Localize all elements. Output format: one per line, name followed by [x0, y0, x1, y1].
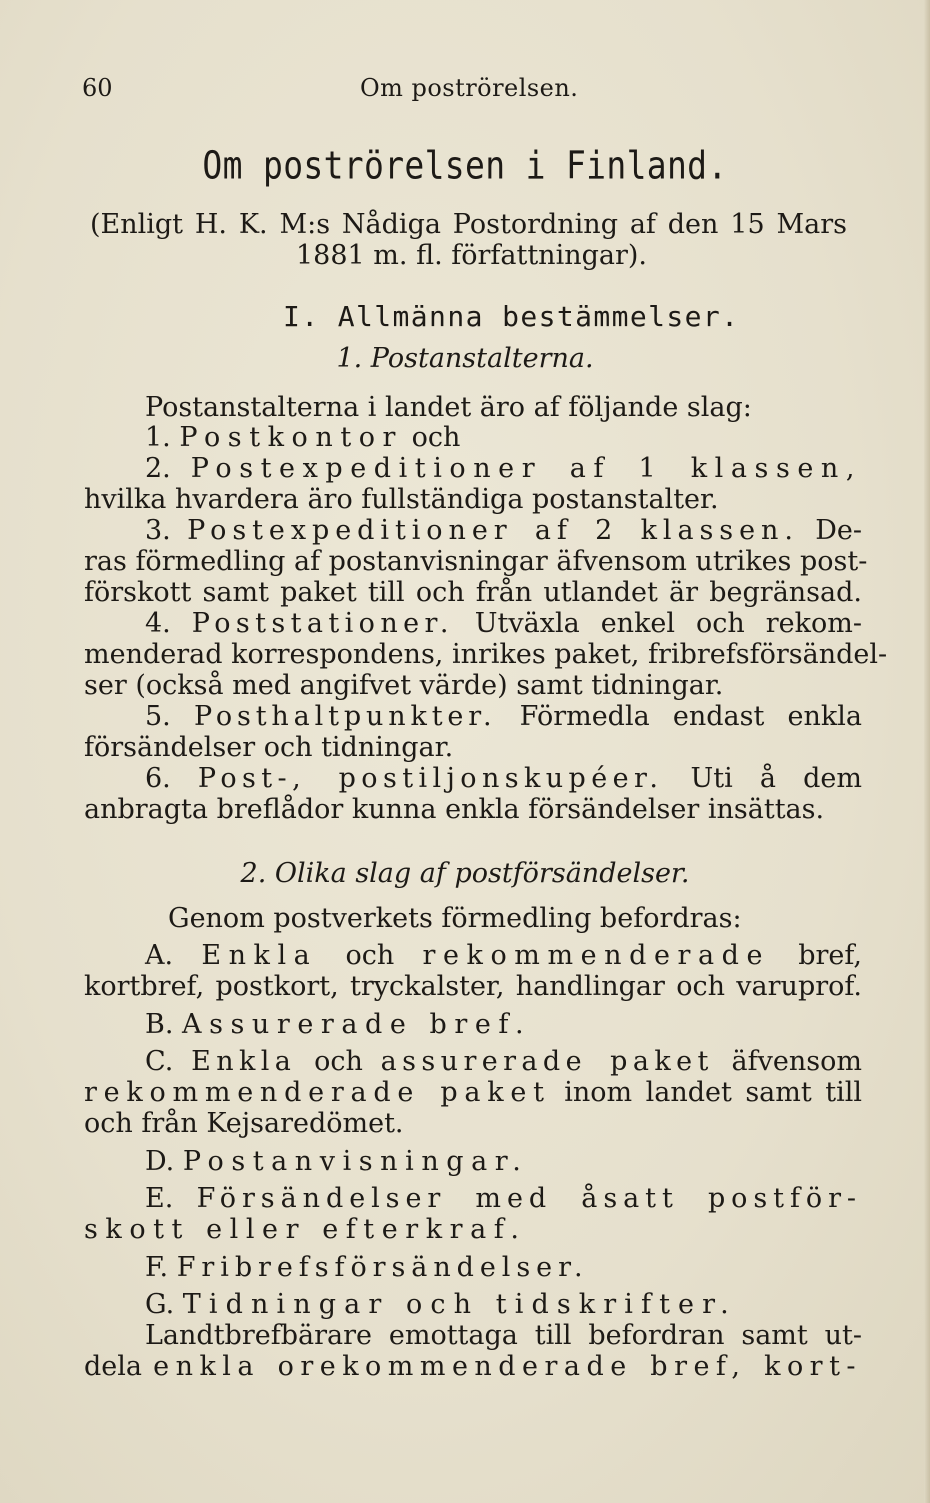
item-text: Utväxla enkel och rekom- — [453, 608, 862, 639]
item-letter: E. — [145, 1183, 174, 1214]
item-term: Enkla — [201, 940, 318, 971]
subsection-1-heading: 1. Postanstalterna. — [336, 343, 594, 374]
subsection-2-heading: 2. Olika slag af postförsändelser. — [240, 858, 690, 889]
list-item — [145, 1046, 862, 1078]
item-term: Poststationer. — [191, 608, 454, 639]
running-title: Om poströrelsen. — [360, 74, 579, 102]
list-item — [145, 422, 862, 454]
item-letter: F. — [145, 1252, 169, 1283]
item-letter: C. — [145, 1046, 174, 1077]
item-number: 5. — [145, 701, 171, 732]
item-letter: D. — [145, 1146, 175, 1177]
list-item — [145, 940, 862, 972]
item-term: assurerade paket — [380, 1046, 714, 1077]
page-number: 60 — [82, 74, 113, 102]
item-term: Assurerade bref. — [182, 1009, 532, 1040]
list-item — [145, 515, 862, 547]
item-continuation: menderad korrespondens, inrikes paket, fribrefsförsändel- — [84, 639, 888, 670]
subsection-2-intro: Genom postverkets förmedling befordras: — [168, 903, 742, 934]
item-continuation: och från Kejsaredömet. — [84, 1108, 404, 1139]
closing-paragraph-line-1: Landtbrefbärare emottaga till befordran samt ut- — [145, 1320, 862, 1351]
item-continuation: hvilka hvardera äro fullständiga postanstalter. — [84, 484, 719, 515]
item-term: Tidningar och tidskrifter. — [182, 1289, 737, 1320]
item-text: Förmedla endast enkla — [496, 701, 862, 732]
list-item — [145, 701, 862, 733]
item-continuation: anbragta breflådor kunna enkla försändelser insättas. — [84, 794, 825, 825]
item-term: rekommenderade paket — [84, 1077, 551, 1108]
item-term: Post-, postiljonskupéer. — [197, 763, 664, 794]
item-term: Postanvisningar. — [182, 1146, 529, 1177]
item-number: 6. — [145, 763, 171, 794]
item-term: Postkontor — [179, 422, 404, 453]
item-text: dela — [84, 1351, 154, 1382]
item-term: Enkla — [191, 1046, 297, 1077]
list-item — [145, 1183, 862, 1215]
item-number: 2. — [145, 453, 171, 484]
list-item — [145, 763, 862, 795]
item-continuation: kortbref, postkort, tryckalster, handlingar och varuprof. — [84, 971, 862, 1002]
list-item — [145, 1252, 862, 1284]
source-note-line-2: 1881 m. fl. författningar). — [296, 240, 647, 271]
source-note-line-1: (Enligt H. K. M:s Nådiga Postordning af den 15 Mars — [90, 209, 847, 240]
item-text: bref, — [770, 940, 863, 971]
list-item — [145, 1009, 862, 1041]
item-number: 3. — [145, 515, 171, 546]
item-text: och — [296, 1046, 381, 1077]
item-term: Försändelser med åsatt postför- — [196, 1183, 862, 1214]
item-letter: A. — [145, 940, 174, 971]
item-text: inom landet samt till — [550, 1077, 862, 1108]
item-term: Postexpeditioner af 1 klassen, — [190, 453, 862, 484]
page-edge — [924, 0, 930, 1503]
item-text: och — [403, 422, 461, 453]
item-text: De- — [798, 515, 862, 546]
item-letter: B. — [145, 1009, 174, 1040]
item-letter: G. — [145, 1289, 175, 1320]
item-continuation — [84, 1077, 862, 1109]
item-continuation: skott eller efterkraf. — [84, 1214, 527, 1245]
item-term: Fribrefsförsändelser. — [176, 1252, 589, 1283]
item-continuation: försändelser och tidningar. — [84, 732, 454, 763]
item-text: äfvensom — [713, 1046, 862, 1077]
item-term: Postexpeditioner af 2 klassen. — [187, 515, 799, 546]
item-term: enkla orekommenderade bref, kort- — [153, 1351, 863, 1382]
subsection-1-intro: Postanstalterna i landet äro af följande slag: — [145, 392, 752, 423]
section-heading: I. Allmänna bestämmelser. — [283, 300, 740, 333]
item-continuation: förskott samt paket till och från utlandet är begränsad. — [84, 577, 862, 608]
list-item — [145, 1289, 862, 1321]
item-term: Posthaltpunkter. — [193, 701, 497, 732]
page-title: Om poströrelsen i Finland. — [202, 143, 728, 188]
item-continuation: ras förmedling af postanvisningar äfvensom utrikes post- — [84, 546, 868, 577]
list-item — [145, 453, 862, 485]
item-text: Uti å dem — [663, 763, 862, 794]
list-item — [145, 1146, 862, 1178]
item-term: rekommenderade — [422, 940, 770, 971]
item-text: och — [317, 940, 423, 971]
item-number: 4. — [145, 608, 171, 639]
item-number: 1. — [145, 422, 171, 453]
item-continuation: ser (också med angifvet värde) samt tidningar. — [84, 670, 724, 701]
list-item — [145, 608, 862, 640]
closing-paragraph-line-2 — [84, 1351, 862, 1383]
